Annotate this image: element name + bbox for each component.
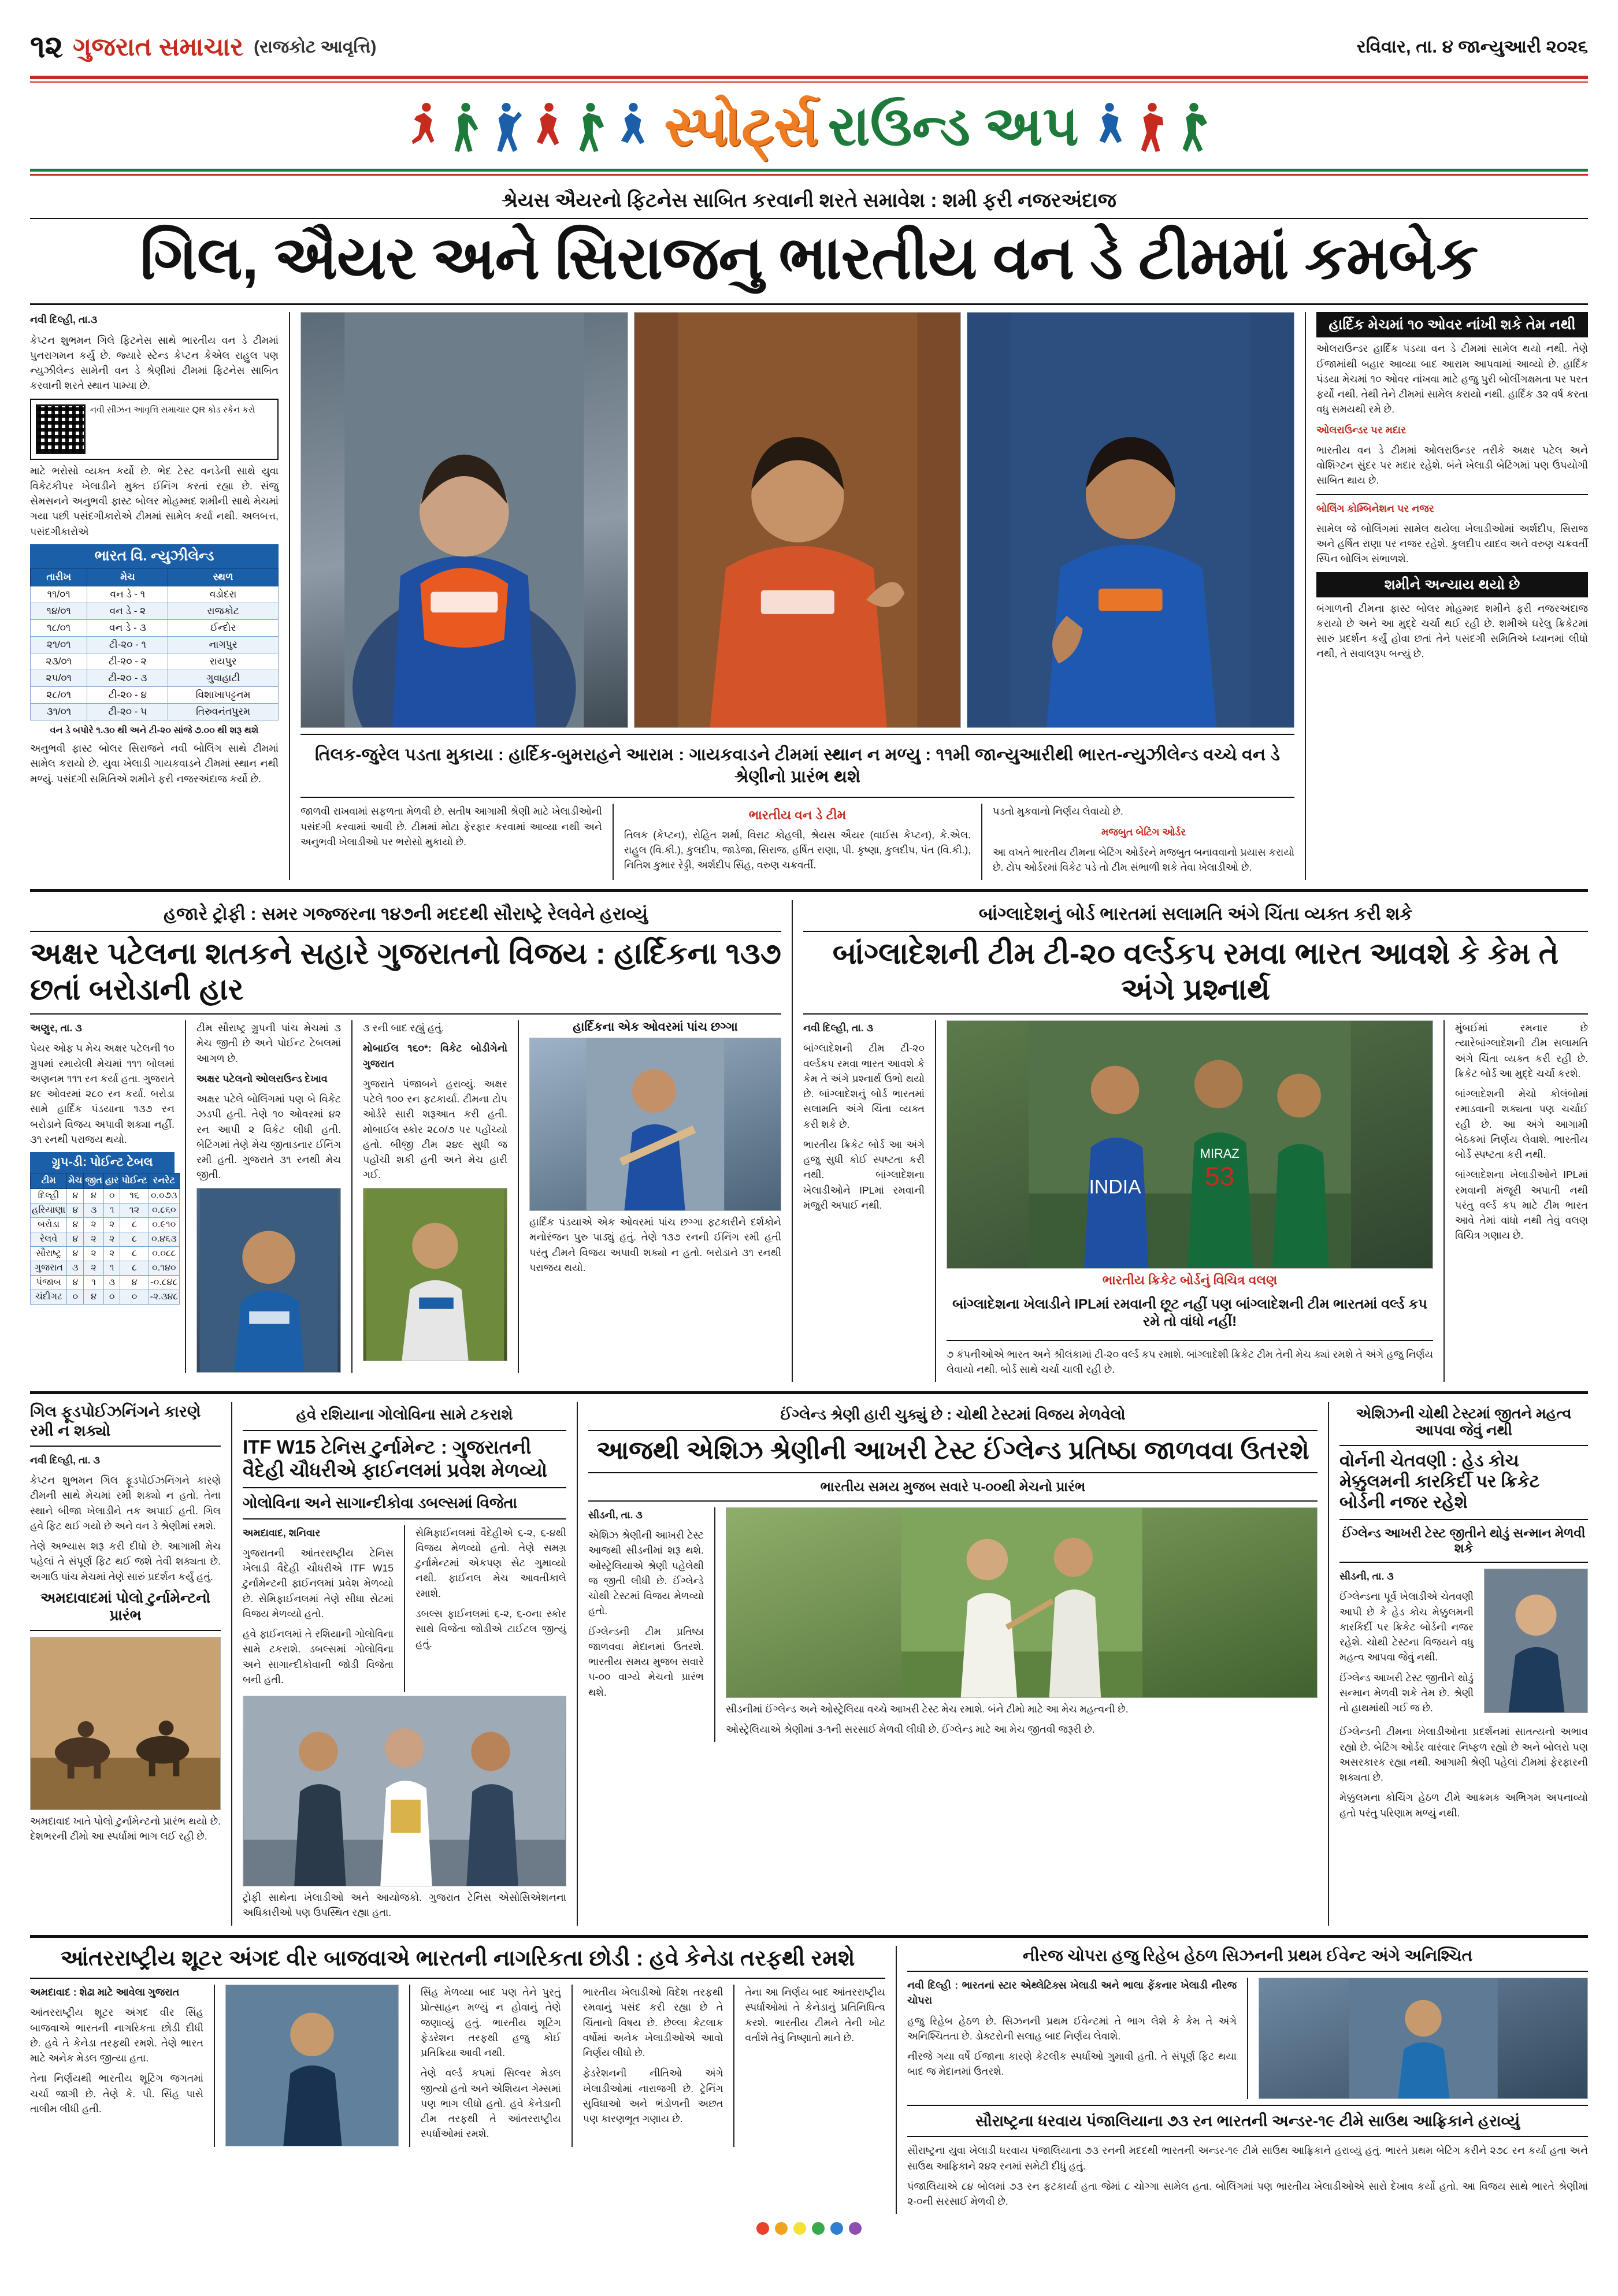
color-dot-green — [812, 2222, 825, 2235]
lead-story-columns — [30, 312, 1588, 880]
row3-c1-rule — [30, 1446, 221, 1447]
photo-illustration-ashes — [726, 1508, 1317, 1697]
row4-left-col4 — [583, 1985, 723, 2131]
row3-c4-dateline: સીડની, તા. ૩ — [1339, 1570, 1394, 1582]
row3-c3-vrule — [714, 1507, 715, 1743]
story3-kicker: બાંગ્લાદેશનું બોર્ડ ભારતમાં સલામતિ અંગે ચિંતા વ્યક્ત કરી શકે — [978, 904, 1413, 924]
row3-c4-kicker: એશિઝની ચોથી ટેસ્ટમાં જીતને મહત્વ આપવા જેવું નથી — [1356, 1406, 1572, 1439]
squad-text: તિલક (કેપ્ટન), રોહિત શર્મા, વિરાટ કોહલી, શ્રેયસ ઐયર (વાઈસ કેપ્ટન), કે.એલ. રાહુલ (વિ.કી.), કુલદીપ, જાડેજા, સિરાજ, હર્ષિત રાણા, પી. કૃષ્ણા, કુલદીપ, પંત (વિ.કી.), નિતિશ કુમાર રેડ્ડી, અર્શદીપ સિંહ, વરુણ ચક્રવર્તી. — [624, 829, 971, 871]
lead-lower-cols — [300, 804, 1294, 880]
photo-illustration-4 — [197, 1188, 340, 1372]
table-row: ચંદીગઢ ૦ ૪ ૦ ૦ -૨.૩૪૮ — [31, 1290, 180, 1305]
row3-c2-sub: ગોલોવિના અને સાગાન્દીકોવા ડબલ્સમાં વિજેતા — [243, 1494, 518, 1512]
story2-dateline: અણુર, તા. ૩ — [30, 1022, 82, 1034]
lead-lower-text3: પડતો મુકવાનો નિર્ણય લેવાયો છે. મજબુત બેટિંગ ઓર્ડર આ વખતે ભારતીય ટીમના બેટિંગ ઓર્ડરને મજબુત બનાવવાનો પ્રયાસ કરાયો છે. ટોપ ઓર્ડરમાં વિકેટ પડે તો ટીમ સંભાળી શકે તેવા ખેલાડીઓ છે. — [993, 805, 1294, 874]
row4-left — [30, 1946, 885, 2147]
table-row: ૨૧/૦૧ ટી-૨૦ - ૧ નાગપુર — [31, 636, 279, 653]
lead-col1-para1: કેપ્ટન શુભમન ગિલે ફિટનેસ સાથે ભારતીય વન ડે ટીમમાં પુનરાગમન કર્યુ છે. જ્યારે સ્ટેન્ડ કેપ્ટન કેએલ રાહુલ પણ ન્યુઝીલેન્ડ સામેની વન ડે શ્રેણીમાં ટીમમાં ફિટનેસ સાબિત કરવાની શરતે સ્થાન પામ્યા છે. — [30, 334, 279, 392]
row4-right-text1: નવી દિલ્હી : ભારતનાં સ્ટાર એથ્લેટિક્સ ખેલાડી અને ભાલા ફેંકનાર ખેલાડી નીરજ ચોપરા હજુ રિહેબ હેઠળ છે. સિઝનની પ્રથમ ઈવેન્ટમાં તે ભાગ લેશે કે કેમ તે અંગે અનિશ્ચિતતા છે. ડોક્ટરોની સલાહ બાદ નિર્ણય લેવાશે. નીરજે ગયા વર્ષે ઈજાના કારણે કેટલીક સ્પર્ધાઓ ગુમાવી હતી. તે સંપૂર્ણ ફિટ થયા બાદ જ મેદાનમાં ઉતરશે. — [907, 1979, 1237, 2078]
row3-c3-dateline: સીડની, તા. ૩ — [588, 1509, 643, 1521]
box-divider — [1316, 494, 1588, 495]
story2-sub2: મોબાઈલ ૧૬૦*: વિકેટ બોડીગેનો ગુજરાત — [363, 1042, 507, 1069]
lead-headline: ગિલ, ઐયર અને સિરાજનુ ભારતીય વન ડે ટીમમાં કમબેક — [140, 225, 1478, 292]
story3-caption: ભારતીય ક્રિકેટ બોર્ડનું વિચિત્ર વલણ — [1102, 1273, 1278, 1288]
qr-code-text: નવી સીઝન આવૃત્તિ સમાચાર QR કોડ સ્કેન કરો — [90, 404, 255, 415]
row3-c4-photocol — [1484, 1569, 1588, 1713]
story3-cols — [803, 1020, 1588, 1382]
footballer-icon — [532, 101, 566, 154]
box2-heading: શમીને અન્યાય થયો છે — [1316, 572, 1588, 597]
row4-left-dateline: અમદાવાદ : શેઢા માટે આવેલા ગુજરાત — [30, 1986, 180, 1998]
table-row: રેલવે ૪ ૨ ૨ ૮ ૦.૪૬૩ — [31, 1232, 180, 1247]
row4-vrule-d — [733, 1985, 734, 2147]
story3-col3-text: મુંબઈમાં રમનાર છે ત્યારેબાંગ્લાદેશની ટીમ સલામતિ અંગે ચિંતા વ્યક્ત કરી રહી છે. ક્રિકેટ બોર્ડ આ મુદ્દે ચર્ચા કરશે. બાંગ્લાદેશની મેચો કોલંબોમાં રમાડવાની શક્યતા પણ ચર્ચાઈ રહી છે. આ અંગે આગામી બેઠકમાં નિર્ણય લેવાશે. ભારતીય બોર્ડે સ્પષ્ટતા કરી નથી. બાંગ્લાદેશના ખેલાડીઓને IPLમાં રમવાની મંજૂરી અપાતી નથી પરંતુ વર્લ્ડ કપ માટે ટીમ ભારત આવે તેમાં વાંધો નથી તેવું વલણ વિચિત્ર ગણાય છે. — [1455, 1022, 1588, 1242]
row4-vrule-c — [572, 1985, 573, 2147]
cricketer-icon — [449, 101, 483, 154]
row3-c3-caption: સીડનીમાં ઈંગ્લેન્ડ અને ઓસ્ટ્રેલિયા વચ્ચે આખરી ટેસ્ટ મેચ રમાશે. બંને ટીમો માટે આ મેચ મહત્વની છે. ઓસ્ટ્રેલિયાએ શ્રેણીમાં ૩-૧ની સરસાઈ મેળવી લીધી છે. ઈંગ્લેન્ડ માટે આ મેચ જીતવી જરૂરી છે. — [726, 1703, 1129, 1736]
row3-c1-dateline: નવી દિલ્હી, તા. ૩ — [30, 1454, 101, 1466]
story3-col2 — [947, 1020, 1433, 1382]
box1-text-3: બોલિંગ કોમ્બિનેશન પર નજર સામેલ જે બોલિંગમાં સામેલ થયેલા ખેલાડીઓમાં અર્શદીપ, સિરાજ અને હર્ષિત રાણા પર નજર રહેશે. કુલદીપ યાદવ અને વરુણ ચક્રવર્તી સ્પિન બોલિંગ સંભાળશે. — [1316, 501, 1588, 567]
row4-left-photocol — [225, 1985, 399, 2146]
row3-c2-kicker: હવે રશિયાના ગોલોવિના સામે ટકરાશે — [296, 1406, 513, 1424]
row3-c4-kicker-rule — [1339, 1445, 1588, 1446]
row4-right — [907, 1946, 1588, 2215]
row4-left-text4: ભારતીય ખેલાડીઓ વિદેશ તરફથી રમવાનું પસંદ કરી રહ્યા છે તે ચિંતાનો વિષય છે. છેલ્લા કેટલાક વર્ષોમાં અનેક ખેલાડીઓએ આવો નિર્ણય લીધો છે. ફેડરેશનની નીતિઓ અંગે ખેલાડીઓમાં નારાજગી છે. ટ્રેનિંગ સુવિધાઓ અને ભંડોળની અછત પણ કારણભૂત ગણાય છે. — [582, 1986, 723, 2125]
player-photo-siraj — [967, 312, 1294, 728]
second-row — [30, 900, 1588, 1382]
story2-vrule-1 — [185, 1020, 186, 1373]
lead-photo-row — [300, 312, 1294, 728]
row3-c4-text: સીડની, તા. ૩ ઈંગ્લેન્ડના પૂર્વ ખેલાડીએ ચેતવણી આપી છે કે હેડ કોચ મેક્કુલમની કારકિર્દી પર ક્રિકેટ બોર્ડની નજર રહેશે. ચોથી ટેસ્ટના વિજયને વધુ મહત્વ આપવા જેવું નથી. ઈંગ્લેન્ડ આખરી ટેસ્ટ જીતીને થોડું સન્માન મેળવી શકે તેમ છે. શ્રેણી તો હાથમાંથી ગઈ જ છે. — [1339, 1570, 1474, 1714]
row3-col2 — [243, 1402, 566, 1925]
story3-col1 — [803, 1020, 925, 1218]
tennis-award-photo — [243, 1696, 566, 1886]
story2-col3-text: ૩ રની બાદ રહ્યું હતું. મોબાઈલ ૧૬૦*: વિકેટ બોડીગેનો ગુજરાત ગુજરાતે પંજાબને હરાવ્યું. અક્ષર પટેલે ૧૦૦ રન ફટકાર્યા. ટીમના ટોપ ઓર્ડરે સારી શરૂઆત કરી હતી. મોબાઈલ સ્કોર ૨૮૦/૭ પર પહોંચ્યો હતો. બીજી ટીમ ૨૪૯ સુધી જ પહોંચી શકી હતી અને મેચ હારી ગઈ. — [363, 1022, 507, 1181]
color-dot-purple — [849, 2222, 862, 2235]
table-row: ૨૮/૦૧ ટી-૨૦ - ૪ વિશાખાપટ્ટનમ — [31, 686, 279, 703]
lead-col-photos — [300, 312, 1294, 880]
masthead — [30, 23, 1588, 76]
lead-col1-text-3: અનુભવી ફાસ્ટ બોલર સિરાજને નવી બોલિંગ સાથે ટીમમાં સામેલ કરાયો છે. યુવા ખેલાડી ગાયકવાડને ટીમમાં સ્થાન નથી મળ્યું. પસંદગી સમિતિએ શમીને ફરી નજરઅંદાજ કર્યો છે. — [30, 742, 279, 785]
photo-illustration-6 — [530, 1038, 781, 1210]
headline-rule — [30, 303, 1588, 305]
story2-rule — [30, 1013, 781, 1015]
bowler-icon — [491, 101, 524, 154]
photo-illustration-5 — [363, 1188, 507, 1361]
row4-right-rule3 — [907, 2136, 1588, 2137]
table-row: હરિયાણા ૪ ૩ ૧ ૧૨ ૦.૮૬૦ — [31, 1203, 180, 1218]
fixture-th-0: તારીખ — [31, 568, 87, 586]
row4-left-col1 — [30, 1985, 203, 2122]
row3-c2-cols — [243, 1525, 566, 1693]
athlete-silhouettes-left — [407, 101, 649, 154]
story3-photo — [947, 1020, 1433, 1269]
row3-c2-dateline: અમદાવાદ, શનિવાર — [243, 1526, 321, 1539]
svg-text:53: 53 — [1205, 1161, 1235, 1191]
lead-dateline: નવી દિલ્હી, તા.૩ — [30, 314, 98, 326]
row4-right-col2 — [1259, 1978, 1588, 2099]
row3-c2-textcol1 — [243, 1525, 394, 1693]
lead-lower-vrule-2 — [981, 804, 982, 880]
story2-photo-3 — [529, 1038, 781, 1211]
story3-vrule-2 — [1443, 1020, 1445, 1382]
row3-c2-caption: ટ્રોફી સાથેના ખેલાડીઓ અને આયોજકો. ગુજરાત ટેનિસ એસોસિએશનના અધિકારીઓ પણ ઉપસ્થિત રહ્યા હતા. — [243, 1892, 566, 1919]
photo-illustration-neeraj — [1259, 1978, 1587, 2098]
table-row: પંજાબ ૪ ૧ ૩ ૪ -૦.૮૪૮ — [31, 1276, 180, 1290]
row3-col1 — [30, 1402, 221, 1849]
row4-right-headline2: સૌરાષ્ટ્રના ધરવાય પંજાલિયાના ૭૩ રન ભારતની અન્ડર-૧૯ ટીમે સાઉથ આફ્રિકાને હરાવ્યું — [975, 2112, 1520, 2130]
table-row: ૩૧/૦૧ ટી-૨૦ - ૫ તિરુવનંતપુરમ — [31, 703, 279, 720]
row4-main-vrule — [896, 1946, 897, 2215]
svg-text:MIRAZ: MIRAZ — [1200, 1146, 1240, 1161]
row3-c4-rule — [1339, 1519, 1588, 1520]
footer-color-dots — [30, 2214, 1588, 2235]
fourth-row — [30, 1946, 1588, 2215]
lead-col-boxes — [1316, 312, 1588, 666]
row3-vrule-1 — [231, 1402, 232, 1925]
row3-c4-rule2 — [1339, 1562, 1588, 1563]
color-dot-yellow — [793, 2222, 806, 2235]
lead-col1-text — [30, 312, 279, 393]
row4-vrule-a — [214, 1985, 215, 2147]
story2-cols — [30, 1020, 781, 1373]
color-dot-blue — [830, 2222, 843, 2235]
page-number: ૧૨ — [30, 29, 63, 64]
lead-vrule-1 — [289, 312, 290, 880]
table-row: બરોડા ૪ ૨ ૨ ૮ ૦.૯૧૦ — [31, 1218, 180, 1232]
row3-c4-text2: ઈંગ્લેન્ડની ટીમના ખેલાડીઓના પ્રદર્શનમાં સાતત્યનો અભાવ રહ્યો છે. બેટિંગ ઓર્ડર વારંવાર નિષ્ફળ રહ્યો છે અને બોલરો પણ અસરકારક રહ્યા નથી. આગામી શ્રેણી પહેલાં ટીમમાં ફેરફારની શક્યતા છે. મેક્કુલમના કોચિંગ હેઠળ ટીમે આક્રમક અભિગમ અપનાવ્યો હતો પરંતુ પરિણામ મળ્યું નથી. — [1339, 1726, 1588, 1819]
section-rule-3 — [30, 1935, 1588, 1938]
photo-illustration-1 — [301, 313, 628, 727]
row3-c1-text: નવી દિલ્હી, તા. ૩ કેપ્ટન શુભમન ગિલ ફૂડપોઈઝનિંગને કારણે ટીમની સાથે મેચમાં રમી શક્યો ન હતો. તેના સ્થાને બીજા ખેલાડીને તક અપાઈ હતી. ગિલ હવે ફિટ થઈ ગયો છે અને વન ડે શ્રેણીમાં રમશે. તેણે અભ્યાસ શરૂ કરી દીધો છે. આગામી મેચ પહેલાં તે સંપૂર્ણ ફિટ થઈ જશે તેવી શક્યતા છે. અગાઉ પાંચ મેચમાં તેણે સારું પ્રદર્શન કર્યું હતું. — [30, 1454, 221, 1582]
story3-col1-text: નવી દિલ્હી, તા. ૩ બાંગ્લાદેશની ટીમ ટી-૨૦ વર્લ્ડકપ રમવા ભારત આવશે કે કેમ તે અંગે પ્રશ્નાર્થ ઉભો થયો છે. બાંગ્લાદેશનું બોર્ડ ભારતમાં સલામતિ અંગે ચિંતા વ્યક્ત કરી શકે છે. ભારતીય ક્રિકેટ બોર્ડ આ અંગે હજુ સુધી કોઈ સ્પષ્ટતા કરી નથી. બાંગ્લાદેશના ખેલાડીઓને IPLમાં રમવાની મંજુરી અપાઈ નથી. — [803, 1022, 925, 1211]
row4-left-col3 — [421, 1985, 561, 2147]
story3-dateline: નવી દિલ્હી, તા. ૩ — [803, 1022, 874, 1034]
story2-kicker-rule — [30, 931, 781, 932]
qr-code-box[interactable] — [30, 399, 279, 460]
story3-col2-text: ૭ કંપનીઓએ ભારત અને શ્રીલંકામાં ટી-૨૦ વર્લ્ડ કપ રમાશે. બાંગ્લાદેશી ક્રિકેટ ટીમ તેની મેચ ક્યાં રમશે તે અંગે હજુ નિર્ણય લેવાયો નથી. બોર્ડ સાથે ચર્ચા ચાલી રહી છે. — [947, 1348, 1433, 1375]
row4-left-text3: સિંહ મેળવ્યા બાદ પણ તેને પુરતું પ્રોત્સાહન મળ્યું ન હોવાનું તેણે જણાવ્યું હતું. ભારતીય શૂટિંગ ફેડરેશન તરફથી હજુ કોઈ પ્રતિક્રિયા આવી નથી. તેણે વર્લ્ડ કપમાં સિલ્વર મેડલ જીત્યો હતો અને એશિયન ગેમ્સમાં પણ ભાગ લીધો હતો. હવે કેનેડાની ટીમ તરફથી તે આંતરરાષ્ટ્રીય સ્પર્ધાઓમાં રમશે. — [421, 1986, 561, 2140]
row3-c2-textcol2 — [415, 1525, 566, 1657]
row3-c4-headline: વોર્નની ચેતવણી : હેડ કોચ મેક્કુલમની કારકિર્દી પર ક્રિકેટ બોર્ડની નજર રહેશે — [1339, 1451, 1540, 1513]
banner-title-primary: સ્પોર્ટ્સ — [664, 95, 819, 157]
photo-illustration-7 — [947, 1021, 1433, 1268]
row3-c2-headline: ITF W15 ટેનિસ ટુર્નામેન્ટ : ગુજરાતની વૈદેહી ચૌધરીએ ફાઈનલમાં પ્રવેશ મેળવ્યો — [243, 1436, 548, 1481]
row3-vrule-2 — [577, 1402, 578, 1925]
row4-right-rule — [907, 1971, 1588, 1972]
photo-illustration-2 — [634, 313, 961, 727]
table-row: ૨૫/૦૧ ટી-૨૦ - ૩ ગુવાહાટી — [31, 670, 279, 686]
fixture-note: વન ડે બપોરે ૧.૩૦ થી અને ટી-૨૦ સાંજે ૭.૦૦ થી શરૂ થશે — [50, 725, 259, 735]
row4-left-headline: આંતરરાષ્ટ્રીય શૂટર અંગદ વીર બાજવાએ ભારતની નાગરિકતા છોડી : હવે કેનેડા તરફથી રમશે — [60, 1946, 855, 1971]
box1-sub-2: બોલિંગ કોમ્બિનેશન પર નજર — [1316, 502, 1434, 514]
row3-c2-kicker-rule — [243, 1430, 566, 1431]
fixture-table-title: ભારત વિ. ન્યુઝીલેન્ડ — [30, 544, 279, 568]
row3-c3-rule2 — [588, 1500, 1318, 1502]
section-rule-2 — [30, 1391, 1588, 1394]
lead-kicker: શ્રેયસ ઐયરનો ફિટનેસ સાબિત કરવાની શરતે સમાવેશ : શમી ફરી નજરઅંદાજ — [502, 190, 1116, 211]
fixture-table-wrap — [30, 544, 279, 737]
row3-c4-cols — [1339, 1569, 1588, 1721]
row4-right-rule2 — [907, 2105, 1588, 2106]
banner-title — [664, 94, 1079, 159]
row3-c3-sub: ભારતીય સમય મુજબ સવારે ૫-૦૦થી મેચનો પ્રારંભ — [820, 1478, 1086, 1494]
row4-right-text2: સૌરાષ્ટ્રના યુવા ખેલાડી ધરવાય પંજાલિયાના ૭૩ રનની મદદથી ભારતની અન્ડર-૧૯ ટીમે સાઉથ આફ્રિકાને હરાવ્યું હતું. ભારતે પ્રથમ બેટિંગ કરીને ૨૭૮ રન કર્યા હતા અને સાઉથ આફ્રિકાને ૨૪૨ રનમાં સમેટી દીધું હતું. પંજાલિયાએ ૮૪ બોલમાં ૭૩ રન ફટકાર્યા હતા જેમાં ૮ ચોગ્ગા સામેલ હતા. બોલિંગમાં પણ ભારતીય ખેલાડીઓએ સારો દેખાવ કર્યો હતો. આ વિજય સાથે ભારતે શ્રેણીમાં ૨-૦ની સરસાઈ મેળવી છે. — [907, 2145, 1588, 2208]
lead-lower-col1 — [300, 804, 602, 855]
story2-col4 — [529, 1020, 781, 1280]
story3-caption-rule — [947, 1340, 1433, 1341]
story2-kicker: હજારે ટ્રોફી : સમર ગજ્જરના ૧૪૭ની મદદથી સૌરાષ્ટ્રે રેલવેને હરાવ્યું — [164, 904, 648, 924]
athlete-silhouettes-right — [1094, 101, 1211, 154]
polo-text: અમદાવાદ ખાતે પોલો ટુર્નામેન્ટનો પ્રારંભ થયો છે. દેશભરની ટીમો આ સ્પર્ધામાં ભાગ લઈ રહી છે. — [30, 1815, 221, 1842]
photo-illustration-polo — [31, 1637, 220, 1810]
row3-vrule-3 — [1328, 1402, 1329, 1925]
row4-right-cols — [907, 1978, 1588, 2099]
row3-c1-sub: અમદાવાદમાં પોલો ટુર્નામેન્ટનો પ્રારંભ — [40, 1589, 210, 1623]
story3-col3 — [1455, 1020, 1588, 1249]
karate-icon — [1177, 101, 1211, 154]
svg-text:INDIA: INDIA — [1089, 1176, 1141, 1198]
row3-c3-kicker-rule — [588, 1430, 1318, 1431]
second-row-vrule — [792, 900, 793, 1382]
edition-label: (રાજકોટ આવૃત્તિ) — [254, 37, 377, 57]
story2-vrule-3 — [518, 1020, 519, 1373]
row3-c3-text: સીડની, તા. ૩ એશિઝ શ્રેણીની આખરી ટેસ્ટ આજથી સીડનીમાં શરૂ થશે. ઓસ્ટ્રેલિયાએ શ્રેણી પહેલેથી જ જીતી લીધી છે. ઈંગ્લેન્ડે ચોથી ટેસ્ટમાં વિજય મેળવ્યો હતો. ઈંગ્લેન્ડની ટીમ પ્રતિષ્ઠા જાળવવા મેદાનમાં ઉતરશે. ભારતીય સમય મુજબ સવારે ૫-૦૦ વાગ્યે મેચનો પ્રારંભ થશે. — [588, 1509, 704, 1698]
points-table: ટીમ મેચ જીત હાર પોઈન્ટ રનરેટ દિલ્હી ૪ ૪ ૦ ૧૬ ૦.૦૭૩ હરિયાણા ૪ ૩ ૧ ૧૨ ૦.૮૬૦ બરોડા ૪ ૨ ૨ ૮ ૦.૯૧૦ રેલવે ૪ ૨ ૨ ૮ ૦.૪૬૩ સૌરાષ્ટ્ર ૪ ૨ ૨ ૮ ૦.૦૮૮ ગુજરાત ૩ ૨ ૧ ૮ ૦.૧૪૦ પંજાબ ૪ ૧ ૩ ૪ -૦.૮૪૮ ચંદીગઢ ૦ ૪ ૦ ૦ -૨.૩૪૮ — [30, 1173, 180, 1305]
table-row: દિલ્હી ૪ ૪ ૦ ૧૬ ૦.૦૭૩ — [31, 1189, 180, 1203]
story2-col2 — [196, 1020, 341, 1373]
table-row: સૌરાષ્ટ્ર ૪ ૨ ૨ ૮ ૦.૦૮૮ — [31, 1247, 180, 1261]
table-row: ૧૮/૦૧ વન ડે - ૩ ઈન્દોર — [31, 619, 279, 636]
row3-c2-vrule — [404, 1525, 405, 1693]
lead-photo-caption: તિલક-જુરેલ પડતા મુકાયા : હાર્દિક-બુમરાહને આરામ : ગાયકવાડને ટીમમાં સ્થાન ન મળ્યુ : ૧૧મી જાન્યુઆરીથી ભારત-ન્યુઝીલેન્ડ વચ્ચે વન ડે શ્રેણીનો પ્રારંભ થશે — [315, 745, 1280, 786]
polo-photo — [30, 1637, 221, 1810]
row4-left-text5: તેના આ નિર્ણય બાદ આંતરરાષ્ટ્રીય સ્પર્ધાઓમાં તે કેનેડાનું પ્રતિનિધિત્વ કરશે. ભારતીય ટીમને તેની ખોટ વર્તાશે તેવું નિષ્ણાતો માને છે. — [745, 1986, 886, 2044]
fixture-th-2: સ્થળ — [168, 568, 279, 586]
third-row — [30, 1402, 1588, 1925]
story3-block — [803, 900, 1588, 1382]
sports-banner — [30, 91, 1588, 165]
lead-lower-col3 — [993, 804, 1294, 880]
row4-left-col5 — [745, 1985, 885, 2050]
photo-illustration-coach — [1485, 1569, 1587, 1712]
story2-col1-text: અણુર, તા. ૩ પેયર ઓફ ૫ મેચ અક્ષર પટેલની ૧૦ ગ્રુપમાં રમાયેલી મેચમાં ૧૧૧ બોલમાં અણનમ ૧૧૧ રન કર્યા હતા. ગુજરાતે ૪૯ ઓવરમાં ૨૮૦ રન કર્યા. બરોડા સામે હાર્દિક પંડયાના ૧૩૭ રન બરોડાને વિજય અપાવી શક્યા નહીં. ૩૧ રનથી પરાજય થયો. — [30, 1022, 175, 1145]
banner-rules — [30, 169, 1588, 176]
story2-col2-text: ટીમ સૌરાષ્ટ્ર ગ્રુપની પાંચ મેચમાં ૩ મેચ જીતી છે અને પોઈન્ટ ટેબલમાં આગળ છે. અક્ષર પટેલનો ઓલરાઉન્ડ દેખાવ અક્ષર પટેલે બોલિંગમાં પણ બે વિકેટ ઝડપી હતી. તેણે ૧૦ ઓવરમાં ૪૨ રન આપી ૨ વિકેટ લીધી હતી. બેટિંગમાં તેણે મેચ જીતાડનાર ઈનિંગ રમી હતી. ગુજરાતે ૩૧ રનથી મેચ જીતી. — [196, 1022, 341, 1181]
lead-squad-box — [624, 804, 971, 872]
row3-c2-text2: સેમિફાઈનલમાં વૈદેહીએ ૬-૨, ૬-૪થી વિજય મેળવ્યો હતો. તેણે સમગ્ર ટુર્નામેન્ટમાં એકપણ સેટ ગુમાવ્યો નથી. ફાઈનલ મેચ આવતીકાલે રમાશે. ડબલ્સ ફાઈનલમાં ૬-૨, ૬-૦ના સ્કોર સાથે વિજેતા જોડીએ ટાઈટલ જીત્યું હતું. — [415, 1526, 566, 1650]
row3-c1-rule2 — [30, 1630, 221, 1631]
table-row: ૧૪/૦૧ વન ડે - ૨ રાજકોટ — [31, 603, 279, 619]
row3-c2-rule2 — [243, 1518, 566, 1519]
story3-rule — [803, 1013, 1588, 1015]
row4-right-col1 — [907, 1978, 1237, 2085]
story2-col1 — [30, 1020, 179, 1305]
row3-c3-cols — [588, 1507, 1318, 1743]
lead-lower-vrule — [613, 804, 614, 880]
tennis-icon — [574, 101, 607, 154]
row3-c3-rule — [588, 1472, 1318, 1473]
photo-illustration-shooter — [226, 1985, 398, 2146]
lead-vrule-2 — [1305, 312, 1306, 880]
story2-vrule-2 — [351, 1020, 352, 1373]
photo-illustration-award — [243, 1696, 566, 1886]
fixture-th-1: મેચ — [87, 568, 168, 586]
row4-right-dateline: નવી દિલ્હી : ભારતનાં સ્ટાર એથ્લેટિક્સ ખેલાડી અને ભાલા ફેંકનાર ખેલાડી નીરજ ચોપરા — [907, 1979, 1237, 2007]
story3-vrule-1 — [935, 1020, 936, 1382]
row4-left-text1: અમદાવાદ : શેઢા માટે આવેલા ગુજરાત આંતરરાષ્ટ્રીય શૂટર અંગદ વીર સિંહ બાજવાએ ભારતની નાગરિકતા છોડી દીધી છે. હવે તે કેનેડા તરફથી રમશે. તેણે ભારત માટે અનેક મેડલ જીત્યા હતા. તેના નિર્ણયથી ભારતીય શૂટિંગ જગતમાં ચર્ચા જાગી છે. તેણે કે. પી. સિંહ પાસે તાલીમ લીધી હતી. — [30, 1986, 203, 2115]
lead-col-1 — [30, 312, 279, 791]
row3-c3-photocol — [726, 1507, 1318, 1743]
runner-icon — [407, 101, 441, 154]
story2-headline: અક્ષર પટેલના શતકને સહારે ગુજરાતનો વિજય : હાર્દિકના ૧૩૭ છતાં બરોડાની હાર — [30, 937, 781, 1006]
table-row: ૨૩/૦૧ ટી-૨૦ - ૨ રાયપુર — [31, 653, 279, 670]
table-row: ગુજરાત ૩ ૨ ૧ ૮ ૦.૧૪૦ — [31, 1261, 180, 1276]
story2-photo-1 — [196, 1188, 341, 1373]
lead-col1-para2: માટે ભરોસો વ્યક્ત કર્યો છે. ભેદ ટેસ્ટ વનડેની સાથે યુવા વિકેટકીપર ખેલાડીને મુક્ત ઈનિંગ કરતાં રહ્યા છે. સંજુ સેમસનને અનુભવી ફાસ્ટ બોલર મોહમ્મદ શમીની સાથે મેચમાં ગયા પછી પસંદગીકારોએ ટીમમાં સામેલ કર્યા નથી. અલબત્ત, પસંદગીકારોએ — [30, 465, 279, 537]
qr-code-icon[interactable] — [36, 404, 86, 454]
squad-title: ભારતીય વન ડે ટીમ — [748, 808, 847, 823]
photo-rule-2 — [300, 797, 1294, 798]
issue-date: રવિવાર, તા. ૪ જાન્યુઆરી ૨૦૨૬ — [1356, 36, 1588, 57]
section-rule-1 — [30, 889, 1588, 892]
banner-title-secondary: રાઉન્ડ અપ — [827, 95, 1079, 157]
athletics-icon — [615, 101, 649, 154]
masthead-rule — [30, 76, 1588, 79]
coach-photo — [1484, 1569, 1588, 1713]
box1-heading: હાર્દિક મેચમાં ૧૦ ઓવર નાંખી શકે તેમ નથી — [1316, 312, 1588, 337]
soccer-player-icon — [1094, 101, 1127, 154]
story2-photo-2 — [363, 1188, 507, 1361]
points-table-title: ગ્રુપ-ડી: પોઈન્ટ ટેબલ — [30, 1152, 175, 1173]
color-dot-orange — [775, 2222, 788, 2235]
masthead-rule-2 — [30, 81, 1588, 83]
row4-left-rule — [30, 1978, 885, 1979]
row4-right-vrule — [1247, 1978, 1248, 2099]
story2-col4-text: હાર્દિક પંડયાએ એક ઓવરમાં પાંચ છગ્ગા ફટકારીને દર્શકોને મનોરંજન પુરુ પાડ્યું હતું. તેણે ૧૩૭ રનની ઈનિંગ રમી હતી પરંતુ ટીમને વિજય અપાવી શક્યો ન હતો. બરોડાને ૩૧ રનથી પરાજય થયો. — [529, 1216, 781, 1273]
shooter-photo — [225, 1985, 399, 2146]
masthead-left — [30, 29, 376, 65]
table-row: ૧૧/૦૧ વન ડે - ૧ વડોદરા — [31, 586, 279, 603]
row3-c4-sub: ઈંગ્લેન્ડ આખરી ટેસ્ટ જીતીને થોડું સન્માન મેળવી શકે — [1342, 1526, 1586, 1556]
color-dot-red — [756, 2222, 769, 2235]
kicker-rule — [30, 218, 1588, 219]
row4-right-headline: નીરજ ચોપરા હજુ રિહેબ હેઠળ સિઝનની પ્રથમ ઈવેન્ટ અંગે અનિશ્ચિત — [1022, 1946, 1473, 1964]
box1-text: ઓલરાઉન્ડર હાર્દિક પંડયા વન ડે ટીમમાં સામેલ થયો નથી. તેણે ઈજામાંથી બહાર આવ્યા બાદ આરામ આપવામાં આવ્યો છે. હાર્દિક પંડયા મેચમાં ૧૦ ઓવર નાંખવા માટે હજુ પુરી બોલીંગક્ષમતા પર પરત ફર્યો નથી. તેથી તેને ટીમમાં સામેલ કરાયો નથી. હાર્દિક ૩૨ વર્ષ કરતા વધુ સમયથી રમે છે. — [1316, 343, 1588, 415]
row3-c1-kicker: ગિલ ફૂડપોઈઝનિંગને કારણે રમી ન શક્યો — [30, 1403, 201, 1439]
story3-kicker-rule — [803, 931, 1588, 932]
row4-left-cols — [30, 1985, 885, 2147]
fixture-table — [30, 568, 279, 720]
story3-headline: બાંગ્લાદેશની ટીમ ટી-૨૦ વર્લ્ડકપ રમવા ભારત આવશે કે કેમ તે અંગે પ્રશ્નાર્થ — [832, 937, 1559, 1006]
row3-col4 — [1339, 1402, 1588, 1826]
row3-c4-textcol — [1339, 1569, 1474, 1721]
story2-block — [30, 900, 781, 1372]
row3-c2-text1: અમદાવાદ, શનિવાર ગુજરાતની આંતરરાષ્ટ્રીય ટેનિસ ખેલાડી વૈદેહી ચૌધરીએ ITF W15 ટુર્નામેન્ટની ફાઈનલમાં પ્રવેશ મેળવ્યો છે. સેમિફાઈનલમાં તેણે સીધા સેટમાં વિજય મેળવ્યો હતો. હવે ફાઈનલમાં તે રશિયાની ગોલોવિના સામે ટકરાશે. ડબલ્સમાં ગોલોવિના અને સાગાન્દીકોવાની જોડી વિજેતા બની હતી. — [243, 1526, 394, 1685]
row3-col3 — [588, 1402, 1318, 1742]
row3-c3-textcol — [588, 1507, 704, 1705]
points-table-wrap — [30, 1152, 179, 1305]
row3-c2-rule — [243, 1487, 566, 1488]
row3-c3-headline: આજથી એશિઝ શ્રેણીની આખરી ટેસ્ટ ઈંગ્લેન્ડ પ્રતિષ્ઠા જાળવવા ઉતરશે — [596, 1436, 1309, 1465]
photo-rule — [300, 734, 1294, 735]
lead-lower-text1: જાળવી રાખવામાં સફળતા મેળવી છે. સતીષ આગામી શ્રેણી માટે ખેલાડીઓની પસંદગી કરવામાં આવી છે. ટીમમાં મોટા ફેરફાર કરવામાં આવ્યા નથી અને અનુભવી ખેલાડીઓ પર ભરોસો મુકાયો છે. — [300, 805, 602, 848]
photo-illustration-3 — [967, 313, 1294, 727]
story2-col3 — [363, 1020, 507, 1361]
neeraj-photo — [1259, 1978, 1588, 2099]
story3-caption2: બાંગ્લાદેશના ખેલાડીને IPLમાં રમવાની છૂટ નહીં પણ બાંગ્લાદેશની ટીમ ભારતમાં વર્લ્ડ કપ રમે તો વાંધો નહીં! — [952, 1296, 1427, 1329]
row4-vrule-b — [409, 1985, 410, 2147]
paper-name: ગુજરાત સમાચાર — [73, 32, 244, 61]
box1-sub-1: ઓલરાઉન્ડર પર મદાર — [1316, 423, 1407, 436]
box1-text-2: ઓલરાઉન્ડર પર મદાર ભારતીય વન ડે ટીમમાં ઓલરાઉન્ડર તરીકે અક્ષર પટેલ અને વોશિંગ્ટન સુંદર પર મદાર રહેશે. બંને ખેલાડી બેટિંગમાં પણ ઉપયોગી સાબિત થાય છે. — [1316, 422, 1588, 488]
lead-col1-text-2 — [30, 463, 279, 539]
story2-sub1: હાર્દિકના એક ઓવરમાં પાંચ છગ્ગા — [573, 1020, 738, 1034]
boxer-icon — [1135, 101, 1169, 154]
box2-text: બંગાળની ટીમના ફાસ્ટ બોલર મોહમ્મદ શમીને ફરી નજરઅંદાજ કરાયો છે અને આ મુદ્દે ચર્ચા થઈ રહી છે. શમીએ ઘરેલુ ક્રિકેટમાં સારું પ્રદર્શન કર્યું હોવા છતાં તેને પસંદગી સમિતિએ ધ્યાનમાં લીધો નથી, તે સવાલરૂપ બન્યું છે. — [1316, 602, 1588, 660]
player-photo-gill — [300, 312, 628, 728]
ashes-photo — [726, 1507, 1318, 1698]
player-photo-iyer — [634, 312, 962, 728]
row3-c3-kicker: ઈંગ્લેન્ડ શ્રેણી હારી ચુક્યું છે : ચોથી ટેસ્ટમાં વિજય મેળવેલો — [780, 1406, 1126, 1424]
